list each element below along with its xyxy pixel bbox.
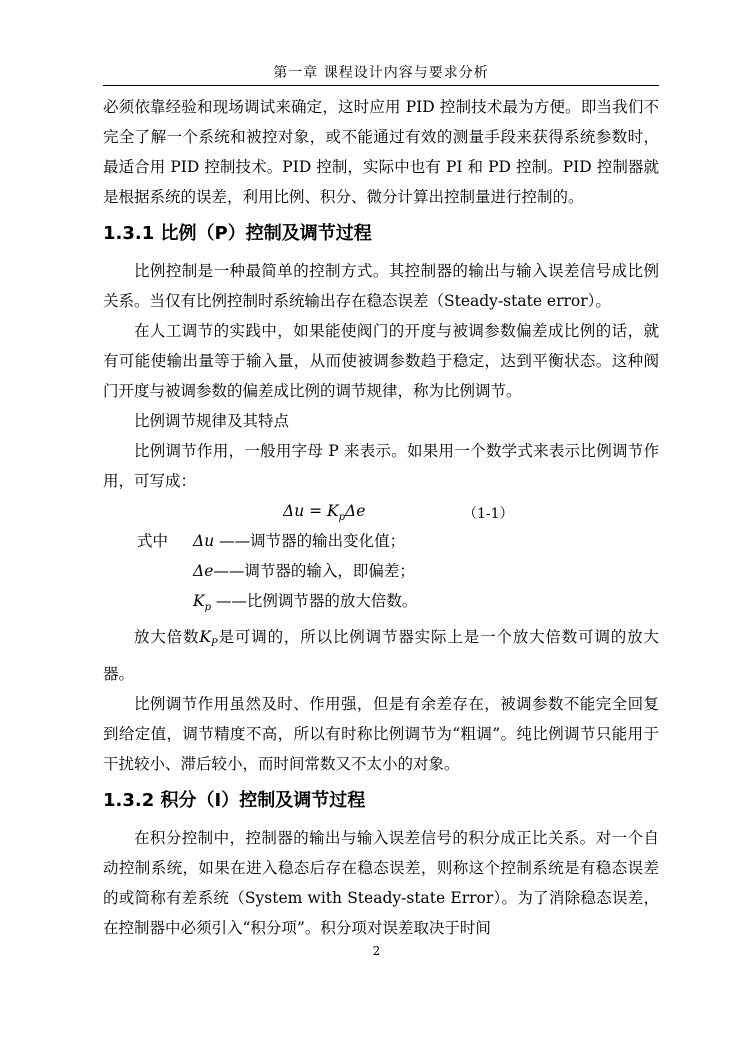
- gain-text-after: 是可调的，所以比例调节器实际上是一个放大倍数可调的放大器。: [103, 628, 659, 684]
- section-heading-1-3-2: 1.3.2 积分（I）控制及调节过程: [103, 790, 366, 812]
- paragraph-integral-control: 在积分控制中，控制器的输出与输入误差信号的积分成正比关系。对一个自动控制系统，如果在进入稳态后存在稳态误差，则称这个控制系统是有稳态误差的或简称有差系统（System with Steady-state Error）。为了消除稳态误差，在控制器中必须引入“积分项”。积分项对误差取决于时间: [103, 829, 659, 938]
- paragraph-proportional-definition: 比例控制是一种最简单的控制方式。其控制器的输出与输入误差信号成比例关系。当仅有比例控制时系统输出存在稳态误差（Steady-state error）。: [103, 262, 659, 310]
- definition-subscript: p: [204, 602, 211, 614]
- definition-symbol: Δu: [193, 532, 215, 550]
- page-number: 2: [372, 944, 381, 958]
- gain-symbol-sub: P: [210, 638, 218, 650]
- gain-text-before: 放大倍数: [134, 628, 200, 646]
- definition-symbol: K: [193, 592, 205, 610]
- paragraph-proportional-features: 比例调节作用虽然及时、作用强，但是有余差存在，被调参数不能完全回复到给定值，调节精度不高，所以有时称比例调节为“粗调”。纯比例调节只能用于干扰较小、滞后较小，而时间常数又不太小的对象。: [103, 695, 659, 774]
- definition-text: ——调节器的输入，即偏差；: [213, 562, 415, 580]
- definition-delta-u: [193, 526, 405, 556]
- equation-rhs: Δe: [345, 502, 366, 520]
- definition-symbol: Δe: [193, 562, 214, 580]
- equation-lhs: Δu: [283, 502, 305, 520]
- definitions-label: 式中: [137, 532, 169, 550]
- definition-kp: [193, 586, 417, 623]
- definition-text: ——比例调节器的放大倍数。: [211, 592, 418, 610]
- header-rule: [103, 85, 659, 86]
- paragraph-gain-adjustable: [103, 622, 659, 689]
- paragraph-formula-intro: 比例调节作用，一般用字母 P 来表示。如果用一个数学式来表示比例调节作用，可写成：: [103, 442, 659, 490]
- section-heading-1-3-1: 1.3.1 比例（P）控制及调节过程: [103, 223, 372, 244]
- equation-equals: =: [304, 502, 328, 520]
- equation-number: （1-1）: [463, 506, 514, 522]
- gain-symbol: K: [199, 628, 211, 646]
- paragraph-subheading: 比例调节规律及其特点: [134, 412, 290, 430]
- definition-delta-e: [193, 556, 415, 586]
- equation-k: K: [327, 502, 339, 520]
- running-header: 第一章 课程设计内容与要求分析: [273, 65, 489, 81]
- equation-1-1: [103, 496, 659, 526]
- paragraph-manual-adjustment: 在人工调节的实践中，如果能使阀门的开度与被调参数偏差成比例的话，就有可能使输出量等于输入量，从而使被调参数趋于稳定，达到平衡状态。这种阀门开度与被调参数的偏差成比例的调节规律，称为比例调节。: [103, 322, 659, 400]
- equation-k-sub: p: [338, 512, 346, 524]
- symbol-definitions: [103, 526, 659, 622]
- page-content: [103, 92, 659, 943]
- definition-text: ——调节器的输出变化值；: [214, 532, 406, 550]
- intro-paragraph: 必须依靠经验和现场调试来确定，这时应用 PID 控制技术最为方便。即当我们不完全了解一个系统和被控对象，或不能通过有效的测量手段来获得系统参数时，最适合用 PID 控制技术。PID 控制，实际中也有 PI 和 PD 控制。PID 控制器就是根据系统的误差，利用比例、积分、微分计算出控制量进行控制的。: [103, 98, 659, 206]
